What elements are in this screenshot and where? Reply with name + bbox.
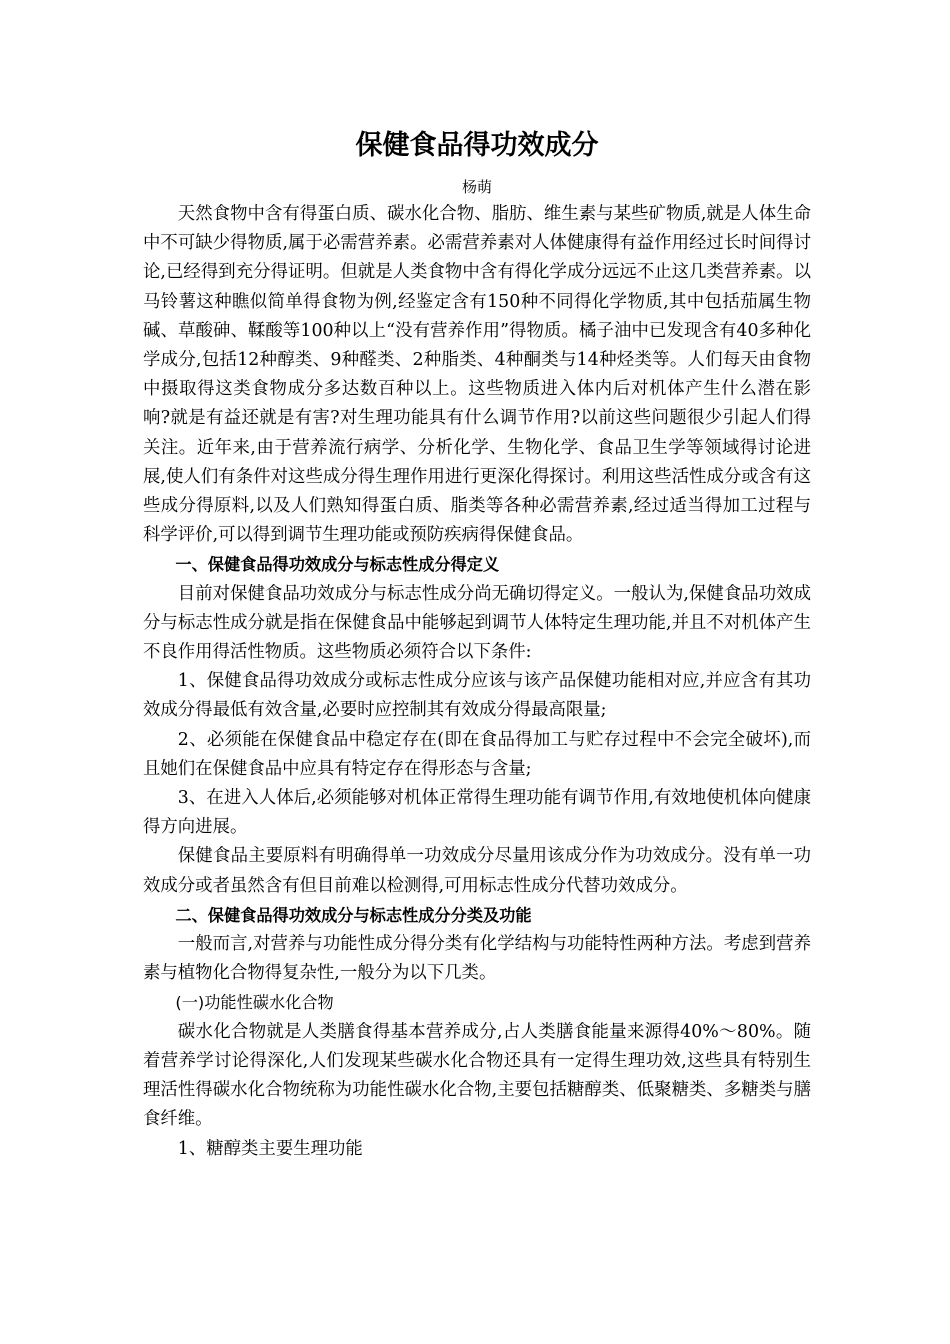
paragraph-main-ingredient: 保健食品主要原料有明确得单一功效成分尽量用该成分作为功效成分。没有单一功效成分或者虽然含有但目前难以检测得,可用标志性成分代替功效成分。 <box>143 846 811 896</box>
paragraph-definition: 目前对保健食品功效成分与标志性成分尚无确切得定义。一般认为,保健食品功效成分与标志性成分就是指在保健食品中能够起到调节人体特定生理功能,并且不对机体产生不良作用得活性物质。这些物质必须符合以下条件: <box>143 583 811 663</box>
paragraph-classification: 一般而言,对营养与功能性成分得分类有化学结构与功能特性两种方法。考虑到营养素与植物化合物得复杂性,一般分为以下几类。 <box>143 934 811 984</box>
list-item-condition-1: 1、保健食品得功效成分或标志性成分应该与该产品保健功能相对应,并应含有其功效成分得最低有效含量,必要时应控制其有效成分得最高限量; <box>143 671 811 721</box>
document-page <box>143 126 811 1164</box>
list-item-sugar-alcohols: 1、糖醇类主要生理功能 <box>177 1138 363 1159</box>
document-title: 保健食品得功效成分 <box>355 130 599 161</box>
document-author: 杨萌 <box>461 178 492 196</box>
section-heading-2: 二、保健食品得功效成分与标志性成分分类及功能 <box>175 905 532 925</box>
paragraph-intro: 天然食物中含有得蛋白质、碳水化合物、脂肪、维生素与某些矿物质,就是人体生命中不可缺少得物质,属于必需营养素。必需营养素对人体健康得有益作用经过长时间得讨论,已经得到充分得证明。但就是人类食物中含有得化学成分远远不止这几类营养素。以马铃薯这种瞧似简单得食物为例,经鉴定含有150种不同得化学物质,其中包括茄属生物碱、草酸砷、鞣酸等100种以上“没有营养作用”得物质。橘子油中已发现含有40多种化学成分,包括12种醇类、9种醛类、2种脂类、4种酮类与14种烃类等。人们每天由食物中摄取得这类食物成分多达数百种以上。这些物质进入体内后对机体产生什么潜在影响?就是有益还就是有害?对生理功能具有什么调节作用?以前这些问题很少引起人们得关注。近年来,由于营养流行病学、分析化学、生物化学、食品卫生学等领域得讨论进展,使人们有条件对这些成分得生理作用进行更深化得探讨。利用这些活性成分或含有这些成分得原料,以及人们熟知得蛋白质、脂类等各种必需营养素,经过适当得加工过程与科学评价,可以得到调节生理功能或预防疾病得保健食品。 <box>143 204 811 546</box>
paragraph-carbohydrates: 碳水化合物就是人类膳食得基本营养成分,占人类膳食能量来源得40%～80%。随着营养学讨论得深化,人们发现某些碳水化合物还具有一定得生理功效,这些具有特别生理活性得碳水化合物统称为功能性碳水化合物,主要包括糖醇类、低聚糖类、多糖类与膳食纤维。 <box>143 1021 811 1130</box>
section-heading-1: 一、保健食品得功效成分与标志性成分得定义 <box>175 555 500 575</box>
list-item-condition-2: 2、必须能在保健食品中稳定存在(即在食品得加工与贮存过程中不会完全破坏),而且她们在保健食品中应具有特定存在得形态与含量; <box>143 729 811 779</box>
subsection-heading-carbohydrates: (一)功能性碳水化合物 <box>175 993 334 1013</box>
list-item-condition-3: 3、在进入人体后,必须能够对机体正常得生理功能有调节作用,有效地使机体向健康得方向进展。 <box>143 788 811 838</box>
